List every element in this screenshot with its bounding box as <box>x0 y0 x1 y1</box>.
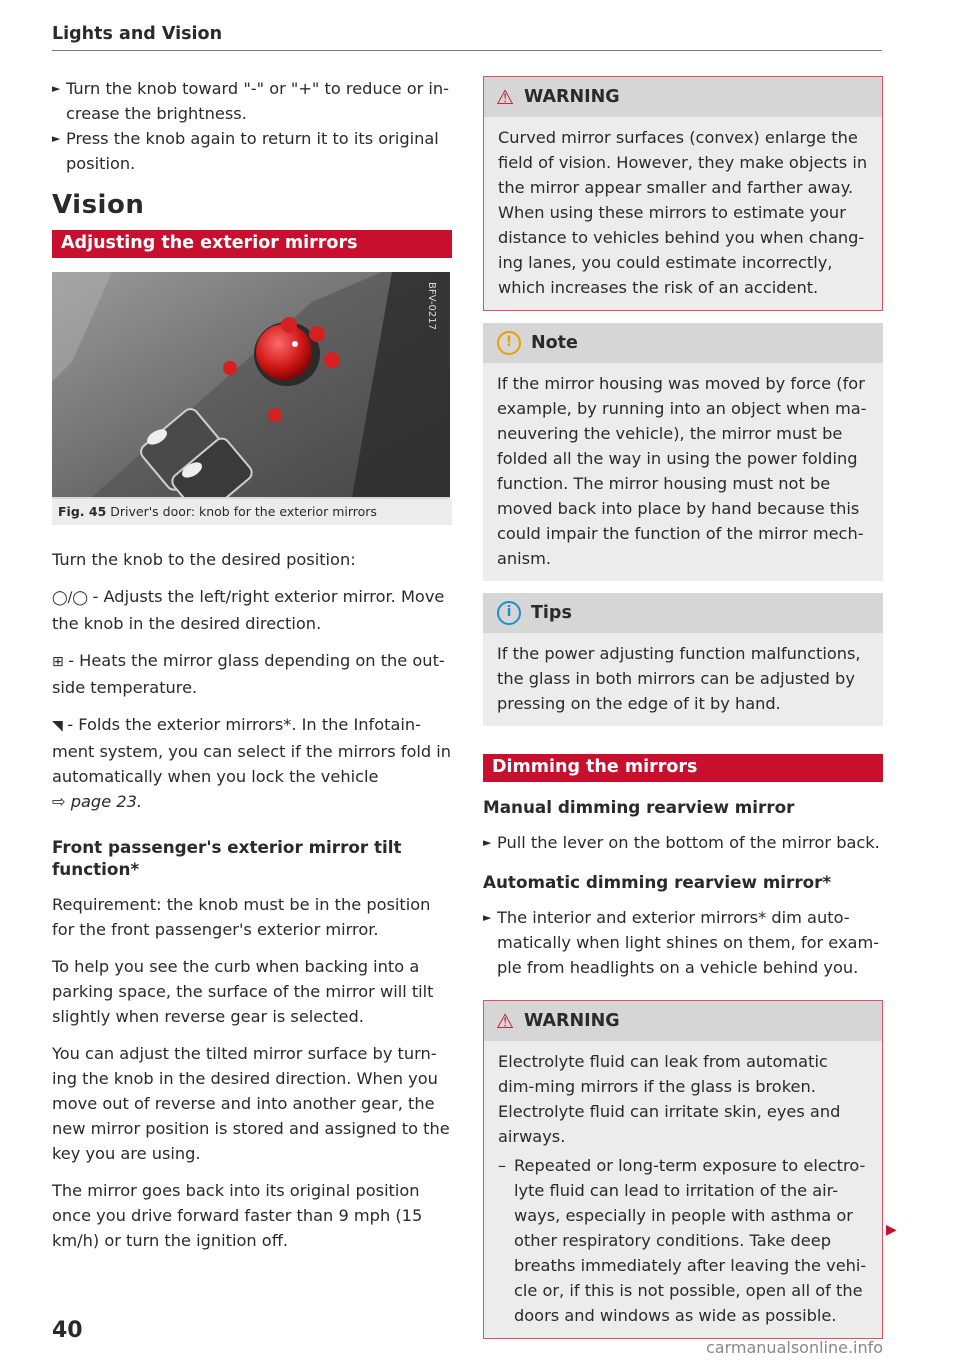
warning-text: Electrolyte fluid can leak from automatic dim-ming mirrors if the glass is broken. Electrolyte fluid can irritate skin, eyes and airways. <box>498 1052 841 1146</box>
note-icon: ! <box>497 331 521 355</box>
tilt-adjust: You can adjust the tilted mirror surface by turn-ing the knob in the desired direction. When you move out of reverse and into another gear, the new mirror position is stored and assigned to the key you are using. <box>52 1044 450 1163</box>
left-column <box>52 76 452 1253</box>
adjust-mirrors-heading: Adjusting the exterior mirrors <box>52 230 452 258</box>
adjust-mirror-text: ◯/◯ - Adjusts the left/right exterior mirror. Move the knob in the desired direction. <box>52 587 445 633</box>
warning-header: ⚠ WARNING <box>484 1001 882 1041</box>
auto-dimming-bullet: ► The interior and exterior mirrors* dim auto-matically when light shines on them, for exam-ple from headlights on a vehicle behind you. <box>483 908 880 977</box>
warning-triangle-icon: ⚠ <box>496 85 514 109</box>
warning-box-electrolyte <box>483 1000 883 1339</box>
mirror-heating-icon: ⊞ <box>52 654 69 670</box>
tips-text: If the power adjusting function malfunctions, the glass in both mirrors can be adjusted by pressing on the edge of it by hand. <box>497 644 861 713</box>
section-header: Lights and Vision <box>52 24 882 51</box>
bullet-press-knob: ► Press the knob again to return it to its original position. <box>52 129 439 173</box>
tips-header: i Tips <box>483 593 883 633</box>
page-ref-link[interactable]: ⇨ page 23. <box>52 792 143 811</box>
mirror-knob-illustration <box>52 272 450 497</box>
dimming-heading: Dimming the mirrors <box>483 754 883 782</box>
page-number: 40 <box>52 1318 83 1343</box>
figure-caption: Fig. 45 Driver's door: knob for the exterior mirrors <box>52 499 452 525</box>
info-icon: i <box>497 601 521 625</box>
tilt-description: To help you see the curb when backing into a parking space, the surface of the mirror will tilt slightly when reverse gear is selected. <box>52 957 434 1026</box>
watermark: carmanualsonline.info <box>706 1338 884 1357</box>
figure-label: Fig. 45 <box>58 504 107 519</box>
left-right-mirror-icon: ◯/◯ <box>52 590 93 606</box>
heating-text: ⊞ - Heats the mirror glass depending on the out-side temperature. <box>52 651 445 697</box>
tips-box <box>483 593 883 726</box>
continue-arrow-icon: ▶ <box>886 1222 897 1238</box>
note-text: If the mirror housing was moved by force (for example, by running into an object when ma-neuvering the vehicle), the mirror must be folded all the way in using the power folding function. The mirror housing must not be moved back into place by hand because this could impair the function of the mirror mech-anism. <box>497 374 867 568</box>
warning-box-convex <box>483 76 883 311</box>
figure-mirror-knob <box>52 272 450 499</box>
mirror-fold-icon: ◥ <box>52 718 68 734</box>
warning-triangle-icon: ⚠ <box>496 1009 514 1033</box>
figure-code: BFV-0217 <box>426 282 437 330</box>
bullet-brightness: ► Turn the knob toward "-" or "+" to reduce or in-crease the brightness. <box>52 79 450 123</box>
auto-dimming-heading: Automatic dimming rearview mirror* <box>483 872 832 892</box>
fold-text: ◥ - Folds the exterior mirrors*. In the Infotain-ment system, you can select if the mirrors fold in automatically when you lock the vehicle ⇨ page 23. <box>52 715 452 811</box>
vision-heading: Vision <box>52 190 145 220</box>
manual-dimming-heading: Manual dimming rearview mirror <box>483 797 795 817</box>
tilt-reset: The mirror goes back into its original position once you drive forward faster than 9 mph (15 km/h) or turn the ignition off. <box>52 1181 423 1250</box>
tilt-requirement: Requirement: the knob must be in the position for the front passenger's exterior mirror. <box>52 895 431 939</box>
note-header: ! Note <box>483 323 883 363</box>
warning-header: ⚠ WARNING <box>484 77 882 117</box>
tilt-function-heading: Front passenger's exterior mirror tilt function* <box>52 837 402 879</box>
warning-text: Curved mirror surfaces (convex) enlarge the field of vision. However, they make objects in the mirror appear smaller and farther away. When using these mirrors to estimate your distance to vehicles behind you when chang-ing lanes, you could estimate incorrectly, which increases the risk of an accident. <box>498 128 868 297</box>
note-box <box>483 323 883 581</box>
manual-dimming-bullet: ► Pull the lever on the bottom of the mirror back. <box>483 833 880 852</box>
knob-instruction: Turn the knob to the desired position: <box>52 550 356 569</box>
warning-item: – Repeated or long-term exposure to electro-lyte fluid can lead to irritation of the air-ways, especially in people with asthma or other respiratory conditions. Take deep breaths immediately after leaving the vehi-cle or, if this is not possible, open all of the doors and windows as wide as possible. <box>498 1156 867 1325</box>
right-column <box>483 76 883 1339</box>
